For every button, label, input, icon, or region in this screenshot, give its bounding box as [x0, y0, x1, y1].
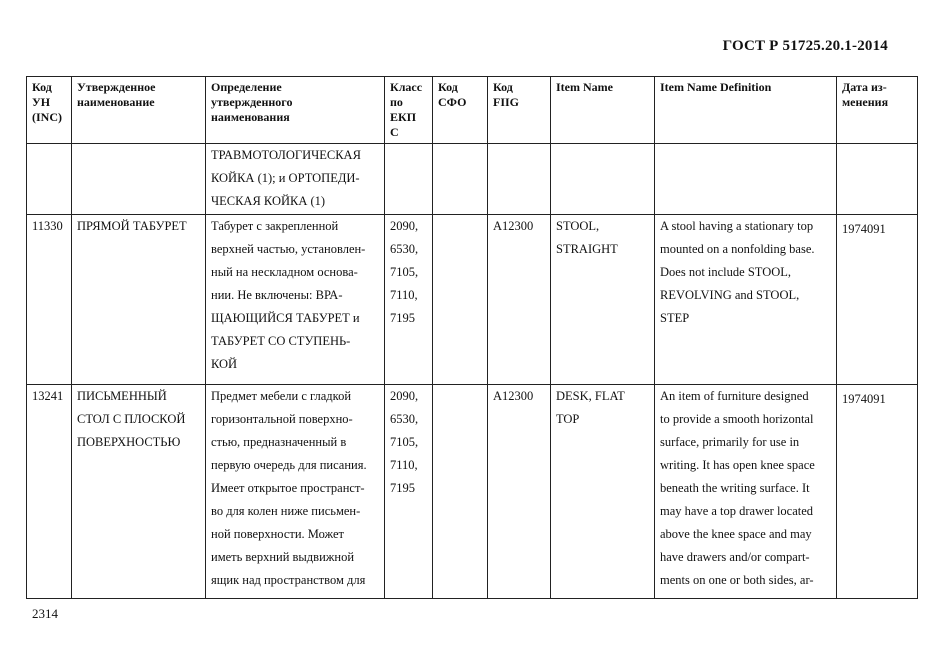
cell-line: ПИСЬМЕННЫЙ	[77, 389, 167, 403]
cell-line: ments on one or both sides, ar-	[660, 573, 814, 587]
cell-line: may have a top drawer located	[660, 504, 814, 518]
header-class	[385, 77, 433, 144]
header-line: Код	[438, 80, 458, 94]
standard-table	[26, 76, 918, 599]
header-line: менения	[842, 95, 889, 109]
header-item-name-definition	[655, 77, 837, 144]
cell-name	[72, 144, 206, 215]
header-line: СФО	[438, 95, 467, 109]
cell-line: REVOLVING and STOOL,	[660, 288, 800, 302]
cell-line: STEP	[660, 311, 690, 325]
header-line: Дата из-	[842, 80, 887, 94]
header-line: FIIG	[493, 95, 520, 109]
header-line: Определение	[211, 80, 282, 94]
cell-line: 7110,	[390, 288, 418, 302]
header-item-name	[551, 77, 655, 144]
cell-line: Имеет открытое пространст-	[211, 481, 365, 495]
cell-fiig: A12300	[488, 385, 551, 599]
header-line: Утвержденное	[77, 80, 156, 94]
cell-definition	[206, 215, 385, 385]
cell-line: ЩАЮЩИЙСЯ ТАБУРЕТ и	[211, 311, 360, 325]
header-line: Код	[493, 80, 513, 94]
header-line: УН	[32, 95, 51, 109]
header-line: С	[390, 125, 399, 139]
table-row	[27, 385, 918, 599]
cell-line: above the knee space and may	[660, 527, 812, 541]
header-line: по	[390, 95, 403, 109]
cell-fiig	[488, 144, 551, 215]
cell-line: 6530,	[390, 412, 419, 426]
header-line: утвержденного	[211, 95, 293, 109]
cell-class	[385, 385, 433, 599]
cell-line: TOP	[556, 412, 580, 426]
cell-line: КОЙКА (1); и ОРТОПЕДИ-	[211, 171, 360, 185]
table-header-row	[27, 77, 918, 144]
header-line: ЕКП	[390, 110, 417, 124]
header-code-un	[27, 77, 72, 144]
cell-item-name	[551, 215, 655, 385]
cell-line: STRAIGHT	[556, 242, 618, 256]
cell-line: 7110,	[390, 458, 418, 472]
table-row	[27, 215, 918, 385]
cell-line: ный на нескладном основа-	[211, 265, 358, 279]
cell-line: writing. It has open knee space	[660, 458, 815, 472]
cell-line: СТОЛ С ПЛОСКОЙ	[77, 412, 186, 426]
cell-line: КОЙ	[211, 357, 238, 371]
cell-code: 13241	[27, 385, 72, 599]
cell-date: 1974091	[837, 215, 918, 385]
cell-line: нии. Не включены: ВРА-	[211, 288, 343, 302]
cell-line: Табурет с закрепленной	[211, 219, 339, 233]
table-row	[27, 144, 918, 215]
header-fiig	[488, 77, 551, 144]
cell-line: 6530,	[390, 242, 419, 256]
cell-line: mounted on a nonfolding base.	[660, 242, 815, 256]
cell-code	[27, 144, 72, 215]
cell-definition	[206, 144, 385, 215]
cell-line: A stool having a stationary top	[660, 219, 814, 233]
cell-line: 7105,	[390, 265, 419, 279]
cell-line: ной поверхности. Может	[211, 527, 344, 541]
cell-line: горизонтальной поверхно-	[211, 412, 353, 426]
cell-sfo	[433, 385, 488, 599]
cell-line: ящик над пространством для	[211, 573, 366, 587]
cell-fiig: A12300	[488, 215, 551, 385]
cell-line: have drawers and/or compart-	[660, 550, 810, 564]
document-standard-number: ГОСТ Р 51725.20.1-2014	[722, 38, 888, 54]
cell-item-definition	[655, 144, 837, 215]
cell-name	[72, 215, 206, 385]
cell-name	[72, 385, 206, 599]
cell-sfo	[433, 215, 488, 385]
cell-line: верхней частью, установлен-	[211, 242, 366, 256]
cell-line: Предмет мебели с гладкой	[211, 389, 352, 403]
cell-line: 2090,	[390, 219, 419, 233]
cell-line: surface, primarily for use in	[660, 435, 800, 449]
cell-code: 11330	[27, 215, 72, 385]
header-line: (INC)	[32, 110, 62, 124]
cell-item-definition	[655, 385, 837, 599]
cell-line: стью, предназначенный в	[211, 435, 347, 449]
cell-line: иметь верхний выдвижной	[211, 550, 355, 564]
header-line: наименования	[211, 110, 290, 124]
cell-line: An item of furniture designed	[660, 389, 809, 403]
cell-class	[385, 144, 433, 215]
cell-sfo	[433, 144, 488, 215]
cell-line: 7195	[390, 311, 415, 325]
cell-line: beneath the writing surface. It	[660, 481, 810, 495]
cell-line: to provide a smooth horizontal	[660, 412, 814, 426]
cell-line: ТАБУРЕТ СО СТУПЕНЬ-	[211, 334, 351, 348]
cell-line: первую очередь для писания.	[211, 458, 367, 472]
cell-line: 2090,	[390, 389, 419, 403]
cell-definition	[206, 385, 385, 599]
header-line: Класс	[390, 80, 423, 94]
cell-class	[385, 215, 433, 385]
cell-line: DESK, FLAT	[556, 389, 625, 403]
cell-line: STOOL,	[556, 219, 600, 233]
cell-line: ПРЯМОЙ ТАБУРЕТ	[77, 219, 187, 233]
cell-line: ЧЕСКАЯ КОЙКА (1)	[211, 194, 326, 208]
cell-line: ПОВЕРХНОСТЬЮ	[77, 435, 181, 449]
page-number: 2314	[32, 606, 58, 621]
header-line: Код	[32, 80, 52, 94]
cell-line: 7105,	[390, 435, 419, 449]
cell-line: Does not include STOOL,	[660, 265, 792, 279]
header-line: Item Name	[556, 80, 613, 94]
header-line: наименование	[77, 95, 155, 109]
cell-date	[837, 144, 918, 215]
cell-line: во для колен ниже письмен-	[211, 504, 361, 518]
header-definition	[206, 77, 385, 144]
header-sfo	[433, 77, 488, 144]
header-change-date	[837, 77, 918, 144]
cell-item-definition	[655, 215, 837, 385]
cell-line: ТРАВМОТОЛОГИЧЕСКАЯ	[211, 148, 361, 162]
cell-item-name	[551, 385, 655, 599]
header-line: Item Name Definition	[660, 80, 772, 94]
cell-date: 1974091	[837, 385, 918, 599]
cell-line: 7195	[390, 481, 415, 495]
header-approved-name	[72, 77, 206, 144]
cell-item-name	[551, 144, 655, 215]
